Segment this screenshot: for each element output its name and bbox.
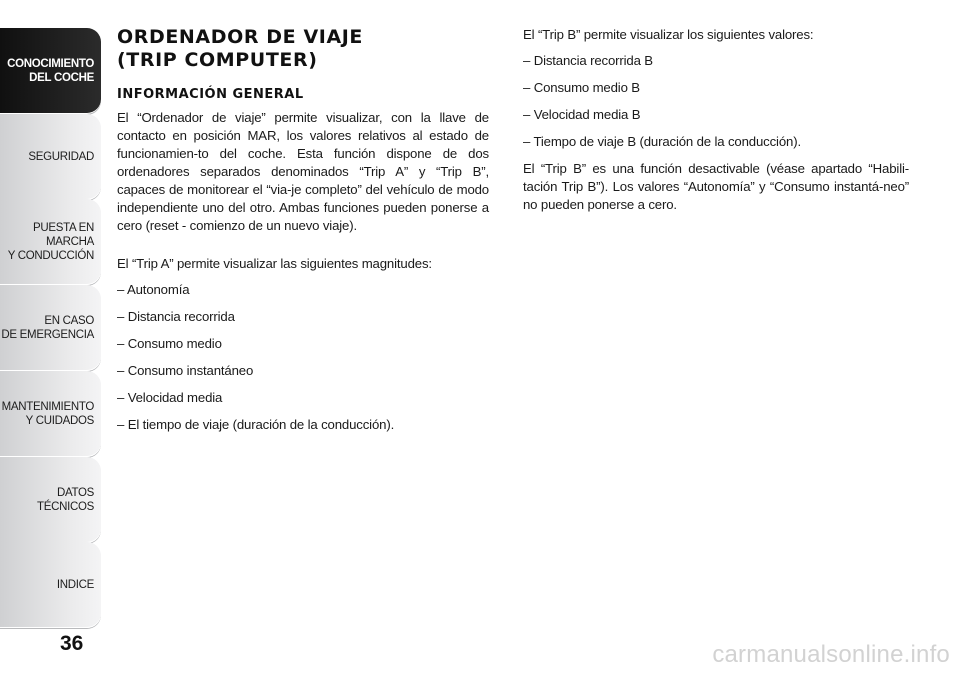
intro-paragraph: El “Ordenador de viaje” permite visualizar, con la llave de contacto en posición MAR, los valores relativos al estado de funcionamien-to del coche. Esta función dispone de dos ordenadores separados denominados “Trip A” y “Trip B”, capaces de monitorear el “via-je completo” del vehículo de modo independiente uno del otro. Ambas funciones pueden ponerse a cero (reset - comienzo de un nuevo viaje).: [117, 110, 489, 233]
tab-conocimiento-del-coche[interactable]: CONOCIMIENTO DEL COCHE: [0, 28, 101, 114]
watermark: carmanualsonline.info: [712, 641, 950, 668]
section-subtitle: INFORMACIÓN GENERAL: [117, 87, 304, 102]
trip-b-list: [523, 52, 909, 151]
tab-puesta-en-marcha[interactable]: PUESTA EN MARCHA Y CONDUCCIÓN: [0, 199, 101, 285]
list-item: – Distancia recorrida B: [523, 53, 653, 68]
tab-mantenimiento[interactable]: MANTENIMIENTO Y CUIDADOS: [0, 371, 101, 457]
list-item: – Consumo medio B: [523, 80, 640, 95]
tab-seguridad[interactable]: SEGURIDAD: [0, 114, 101, 200]
title-line-2: (TRIP COMPUTER): [117, 49, 318, 71]
tab-indice[interactable]: INDICE: [0, 542, 101, 628]
trip-b-note: El “Trip B” es una función desactivable (véase apartado “Habili-tación Trip B”). Los valores “Autonomía” y “Consumo instantá-neo” no pueden ponerse a cero.: [523, 161, 909, 212]
list-item: – Tiempo de viaje B (duración de la conducción).: [523, 134, 801, 149]
list-item: – Velocidad media: [117, 390, 223, 405]
list-item: – El tiempo de viaje (duración de la conducción).: [117, 417, 395, 432]
tab-datos-tecnicos[interactable]: DATOS TÉCNICOS: [0, 457, 101, 543]
page-title: [117, 26, 489, 72]
trip-a-list: [117, 281, 489, 434]
list-item: – Consumo medio: [117, 336, 222, 351]
list-item: – Consumo instantáneo: [117, 363, 254, 378]
page-number: 36: [60, 632, 84, 655]
tab-en-caso-de-emergencia[interactable]: EN CASO DE EMERGENCIA: [0, 285, 101, 371]
right-column: [523, 26, 909, 222]
list-item: – Autonomía: [117, 282, 190, 297]
left-column: [117, 26, 489, 443]
title-line-1: ORDENADOR DE VIAJE: [117, 26, 363, 48]
list-item: – Distancia recorrida: [117, 309, 235, 324]
trip-b-intro: El “Trip B” permite visualizar los siguientes valores:: [523, 27, 814, 42]
list-item: – Velocidad media B: [523, 107, 641, 122]
trip-a-intro: El “Trip A” permite visualizar las siguientes magnitudes:: [117, 256, 432, 271]
